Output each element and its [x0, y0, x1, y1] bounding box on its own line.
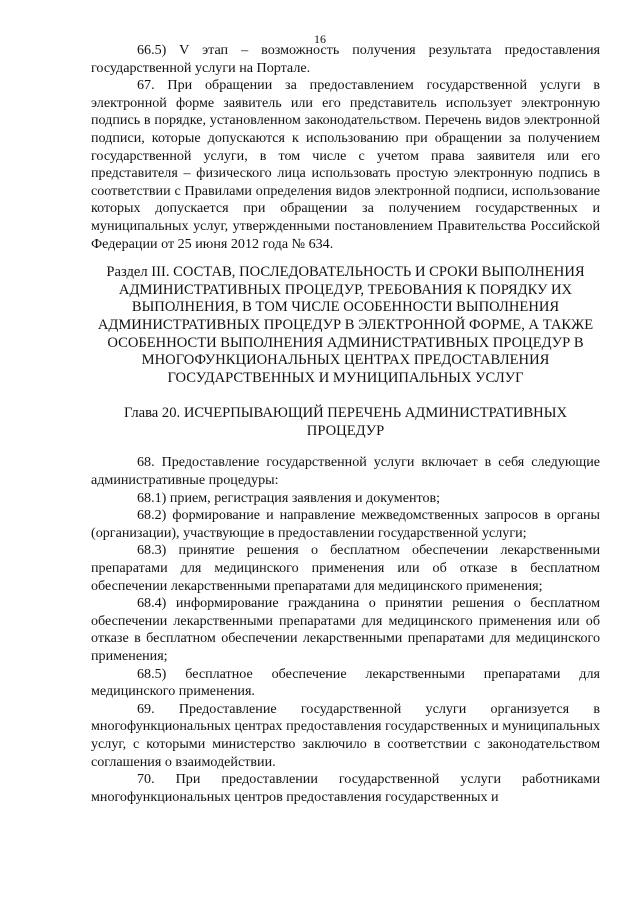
paragraph-68-1: 68.1) прием, регистрация заявления и документов;	[137, 489, 441, 506]
paragraph-68-5: 68.5) бесплатное обеспечение лекарственными препаратами для медицинского применения.	[91, 665, 600, 700]
paragraph-70: 70. При предоставлении государственной услуги работниками многофункциональных центров предоставления государственных и	[91, 771, 600, 805]
paragraph-69: 69. Предоставление государственной услуги организуется в многофункциональных центрах предоставления государственных и муниципальных услуг, с которыми министерство заключило в соответствии с законодательством соглашения о взаимодействии.	[91, 700, 600, 770]
document-body	[91, 42, 600, 806]
chapter-heading: Глава 20. ИСЧЕРПЫВАЮЩИЙ ПЕРЕЧЕНЬ АДМИНИСТРАТИВНЫХ ПРОЦЕДУР	[124, 405, 567, 439]
page-number: 16	[314, 32, 326, 46]
paragraph-68-4: 68.4) информирование гражданина о принятии решения о бесплатном обеспечении лекарственными препаратами для медицинского применения или об отказе в бесплатном обеспечении лекарственными препаратами для медицинского применения;	[91, 595, 600, 664]
paragraph-68-3: 68.3) принятие решения о бесплатном обеспечении лекарственными препаратами для медицинского применения или об отказе в бесплатном обеспечении лекарственными препаратами для медицинского применения;	[91, 542, 600, 594]
paragraph-66-5: 66.5) V этап – возможность получения результата предоставления государственной услуги на Портале.	[91, 42, 600, 76]
paragraph-68: 68. Предоставление государственной услуги включает в себя следующие административные процедуры:	[91, 454, 600, 489]
paragraph-67: 67. При обращении за предоставлением государственной услуги в электронной форме заявитель или его представитель использует электронную подпись в порядке, установленном законодательством. Перечень видов электронной подписи, которые допускаются к использованию при обращении за получением государственной услуги, в том числе с учетом права заявителя или его представителя – физического лица использовать простую электронную подпись в соответствии с Правилами определения видов электронной подписи, использование которых допускается при обращении за получением государственных и муниципальных услуг, утвержденными постановлением Правительства Российской Федерации от 25 июня 2012 года № 634.	[91, 77, 600, 252]
spacer	[91, 440, 600, 454]
section-heading: Раздел III. СОСТАВ, ПОСЛЕДОВАТЕЛЬНОСТЬ И СРОКИ ВЫПОЛНЕНИЯ АДМИНИСТРАТИВНЫХ ПРОЦЕДУР, ТРЕБОВАНИЯ К ПОРЯДКУ ИХ ВЫПОЛНЕНИЯ, В ТОМ ЧИСЛЕ ОСОБЕННОСТИ ВЫПОЛНЕНИЯ АДМИНИСТРАТИВНЫХ ПРОЦЕДУР В ЭЛЕКТРОННОЙ ФОРМЕ, А ТАКЖЕ ОСОБЕННОСТИ ВЫПОЛНЕНИЯ АДМИНИСТРАТИВНЫХ ПРОЦЕДУР В МНОГОФУНКЦИОНАЛЬНЫХ ЦЕНТРАХ ПРЕДОСТАВЛЕНИЯ ГОСУДАРСТВЕННЫХ И МУНИЦИПАЛЬНЫХ УСЛУГ	[97, 264, 594, 386]
paragraph-68-2: 68.2) формирование и направление межведомственных запросов в органы (организации), участвующие в предоставлении государственной услуги;	[91, 507, 600, 541]
